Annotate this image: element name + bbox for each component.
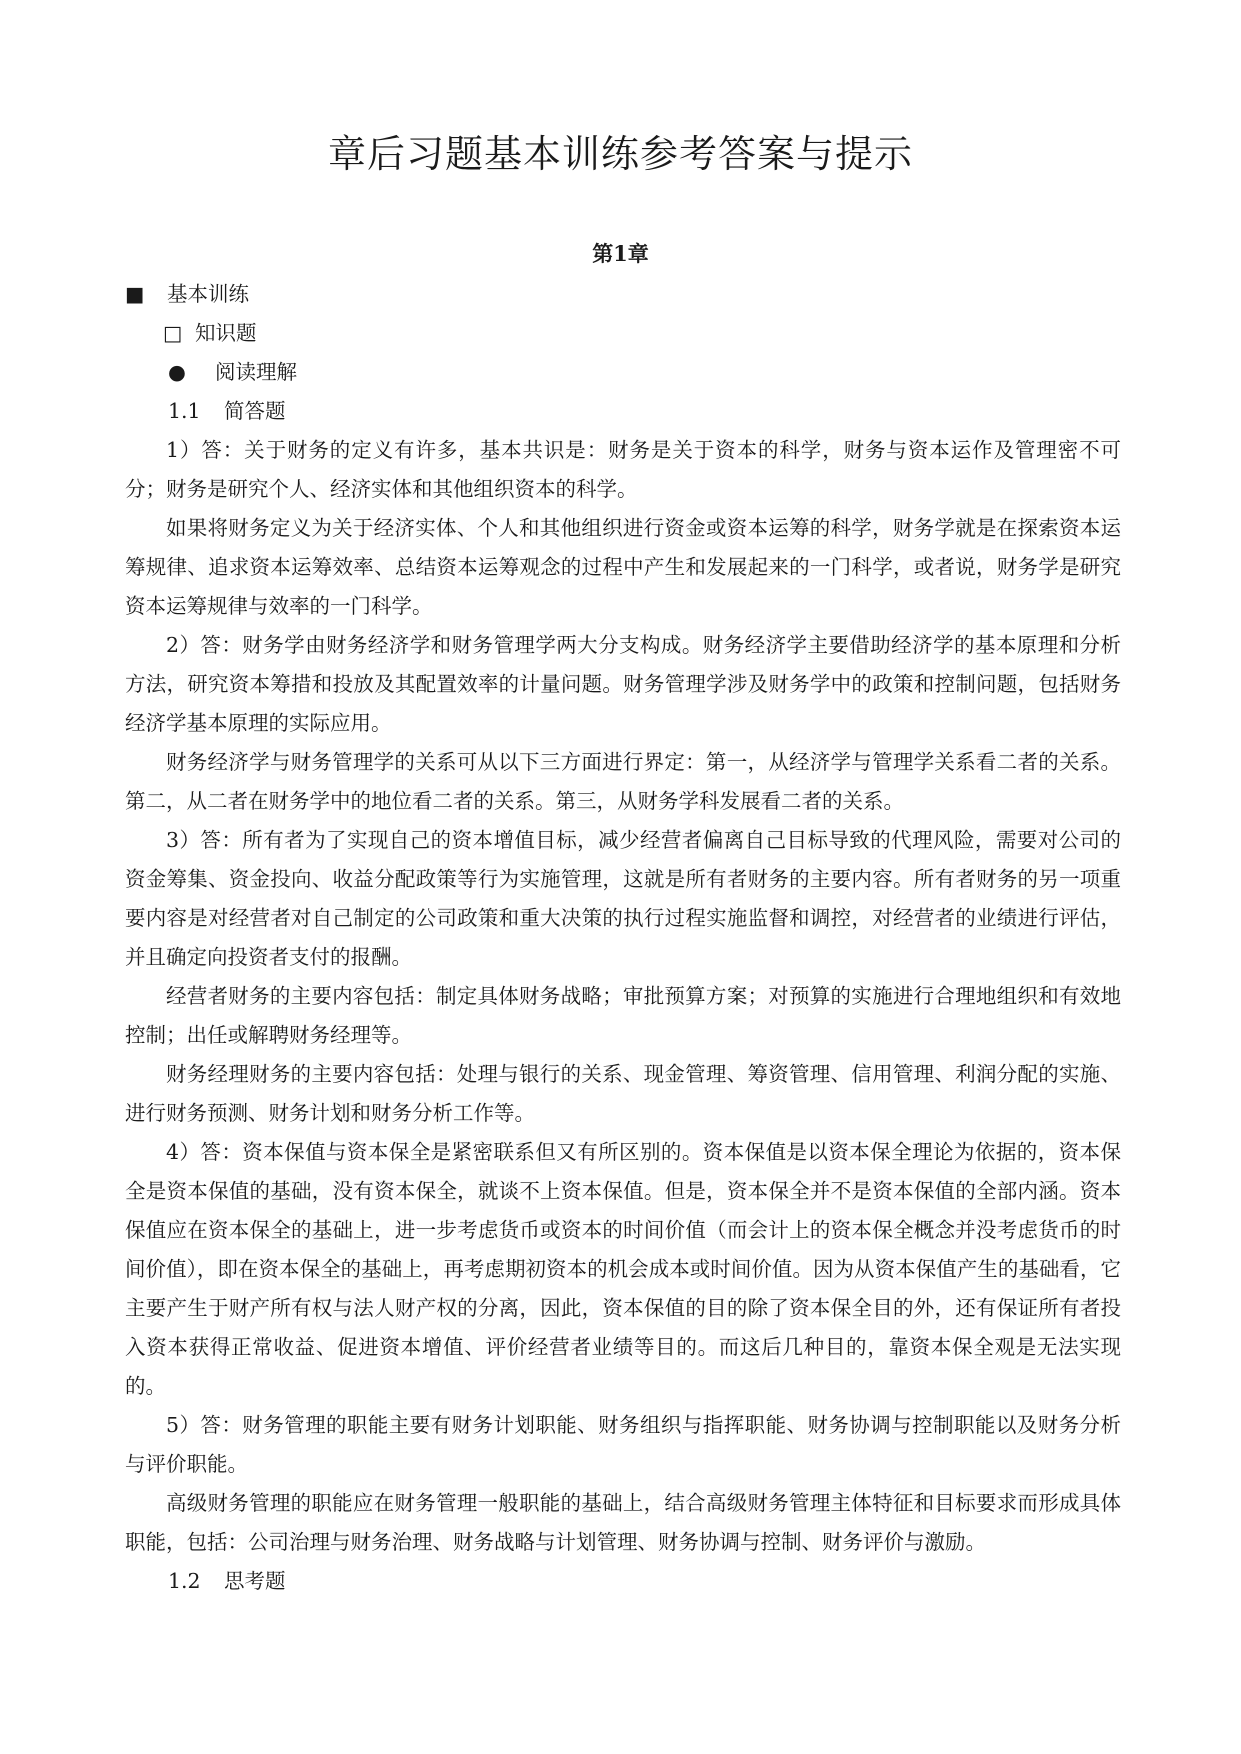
filled-circle-icon: ● — [168, 360, 186, 384]
hollow-square-icon: □ — [163, 321, 183, 345]
outline-label: 知识题 — [195, 321, 257, 345]
outline-item-reading — [125, 353, 1121, 392]
section-heading-1-2 — [125, 1562, 1121, 1601]
section-heading-1-1 — [125, 392, 1121, 431]
section-label: 简答题 — [224, 399, 286, 423]
paragraph: 财务经济学与财务管理学的关系可从以下三方面进行界定：第一，从经济学与管理学关系看二者的关系。第二，从二者在财务学中的地位看二者的关系。第三，从财务学科发展看二者的关系。 — [125, 750, 1121, 813]
outline-item-knowledge — [125, 314, 1121, 353]
outline-item-basic-training — [125, 275, 1121, 314]
document-title: 章后习题基本训练参考答案与提示 — [327, 132, 913, 176]
filled-square-icon: ■ — [125, 282, 145, 306]
paragraph: 3）答：所有者为了实现自己的资本增值目标，减少经营者偏离自己目标导致的代理风险，需要对公司的资金筹集、资金投向、收益分配政策等行为实施管理，这就是所有者财务的主要内容。所有者财务的另一项重要内容是对经营者对自己制定的公司政策和重大决策的执行过程实施监督和调控，对经营者的业绩进行评估，并且确定向投资者支付的报酬。 — [125, 828, 1121, 969]
paragraph: 1）答：关于财务的定义有许多，基本共识是：财务是关于资本的科学，财务与资本运作及管理密不可分；财务是研究个人、经济实体和其他组织资本的科学。 — [125, 438, 1121, 501]
section-number: 1.1 — [168, 399, 201, 423]
chapter-heading: 第1章 — [592, 241, 649, 266]
section-number: 1.2 — [168, 1569, 201, 1593]
paragraph: 4）答：资本保值与资本保全是紧密联系但又有所区别的。资本保值是以资本保全理论为依据的，资本保全是资本保值的基础，没有资本保全，就谈不上资本保值。但是，资本保全并不是资本保值的全部内涵。资本保值应在资本保全的基础上，进一步考虑货币或资本的时间价值（而会计上的资本保全概念并没考虑货币的时间价值），即在资本保全的基础上，再考虑期初资本的机会成本或时间价值。因为从资本保值产生的基础看，它主要产生于财产所有权与法人财产权的分离，因此，资本保值的目的除了资本保全目的外，还有保证所有者投入资本获得正常收益、促进资本增值、评价经营者业绩等目的。而这后几种目的，靠资本保全观是无法实现的。 — [125, 1140, 1121, 1398]
paragraph: 高级财务管理的职能应在财务管理一般职能的基础上，结合高级财务管理主体特征和目标要求而形成具体职能，包括：公司治理与财务治理、财务战略与计划管理、财务协调与控制、财务评价与激励。 — [125, 1491, 1121, 1554]
outline-label: 基本训练 — [167, 282, 249, 306]
paragraph: 如果将财务定义为关于经济实体、个人和其他组织进行资金或资本运筹的科学，财务学就是在探索资本运筹规律、追求资本运筹效率、总结资本运筹观念的过程中产生和发展起来的一门科学，或者说，财务学是研究资本运筹规律与效率的一门科学。 — [125, 516, 1121, 618]
document-body — [125, 275, 1121, 1601]
paragraph: 2）答：财务学由财务经济学和财务管理学两大分支构成。财务经济学主要借助经济学的基本原理和分析方法，研究资本筹措和投放及其配置效率的计量问题。财务管理学涉及财务学中的政策和控制问题，包括财务经济学基本原理的实际应用。 — [125, 633, 1121, 735]
paragraph: 5）答：财务管理的职能主要有财务计划职能、财务组织与指挥职能、财务协调与控制职能以及财务分析与评价职能。 — [125, 1413, 1121, 1476]
paragraph: 经营者财务的主要内容包括：制定具体财务战略；审批预算方案；对预算的实施进行合理地组织和有效地控制；出任或解聘财务经理等。 — [125, 984, 1121, 1047]
paragraph: 财务经理财务的主要内容包括：处理与银行的关系、现金管理、筹资管理、信用管理、利润分配的实施、进行财务预测、财务计划和财务分析工作等。 — [125, 1062, 1121, 1125]
section-label: 思考题 — [224, 1569, 286, 1593]
outline-label: 阅读理解 — [215, 360, 297, 384]
